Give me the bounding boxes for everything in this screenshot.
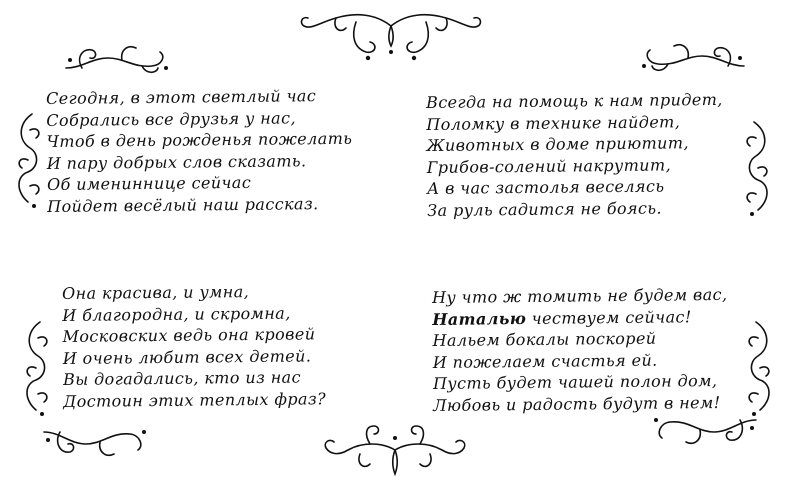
poem-line (432, 305, 728, 330)
poem-line: Чтоб в день рожденья пожелать (46, 128, 353, 151)
left-side-scroll-ornament-lower (16, 318, 56, 418)
poem-stanza-bottom-right (432, 284, 729, 416)
poem-line: Ну что ж томить не будем вас, (432, 284, 728, 307)
poem-line: За руль садится не боясь. (427, 198, 663, 220)
poem-stanza-top-left (46, 85, 353, 217)
honoree-name: Наталью (432, 308, 527, 329)
poem-line: Животных в доме приютит, (426, 133, 689, 155)
poem-line: Нальем бокалы поскорей (432, 328, 657, 350)
poem-line: И пожелаем счастья ей. (432, 350, 658, 372)
top-left-corner-ornament (62, 38, 172, 78)
poem-line: Достоин этих теплых фраз? (63, 388, 327, 411)
poem-line: Поломку в технике найдет, (426, 111, 681, 134)
right-side-scroll-ornament-upper (738, 118, 778, 218)
poem-line: Московских ведь она кровей (62, 324, 316, 346)
poem-line: И пару добрых слов сказать. (46, 150, 307, 173)
poem-line: Она красива, и умна, (62, 282, 250, 303)
poem-line: Собрались все друзья у нас, (46, 107, 296, 130)
poem-line: И благородна, и скромна, (62, 303, 291, 325)
poem-stanza-bottom-left (62, 280, 326, 412)
poem-stanza-top-right (426, 89, 724, 221)
poem-line: Любовь и радость будут в нем! (433, 392, 721, 415)
poem-line: Об имениннице сейчас (46, 172, 252, 194)
right-side-scroll-ornament-lower (740, 318, 780, 418)
poem-line: Грибов-солений накрутит, (426, 154, 672, 177)
bottom-left-corner-ornament (40, 420, 150, 464)
poem-line: Сегодня, в этот светлый час (46, 86, 317, 108)
poem-line-rest: чествуем сейчас! (526, 306, 692, 328)
poem-line: И очень любит всех детей. (62, 345, 312, 368)
bottom-center-flourish-ornament (320, 420, 470, 480)
poem-line: А в час застолья веселясь (426, 176, 665, 198)
poem-line: Вы догадались, кто из нас (62, 367, 301, 389)
poem-line: Всегда на помощь к нам придет, (426, 89, 723, 112)
top-center-flourish-ornament (296, 8, 486, 64)
poem-line: Пойдет весёлый наш рассказ. (47, 193, 319, 216)
left-side-scroll-ornament-upper (8, 110, 48, 210)
top-right-corner-ornament (638, 36, 748, 76)
bottom-right-corner-ornament (650, 408, 760, 452)
poem-line: Пусть будет чашей полон дом, (432, 371, 718, 393)
